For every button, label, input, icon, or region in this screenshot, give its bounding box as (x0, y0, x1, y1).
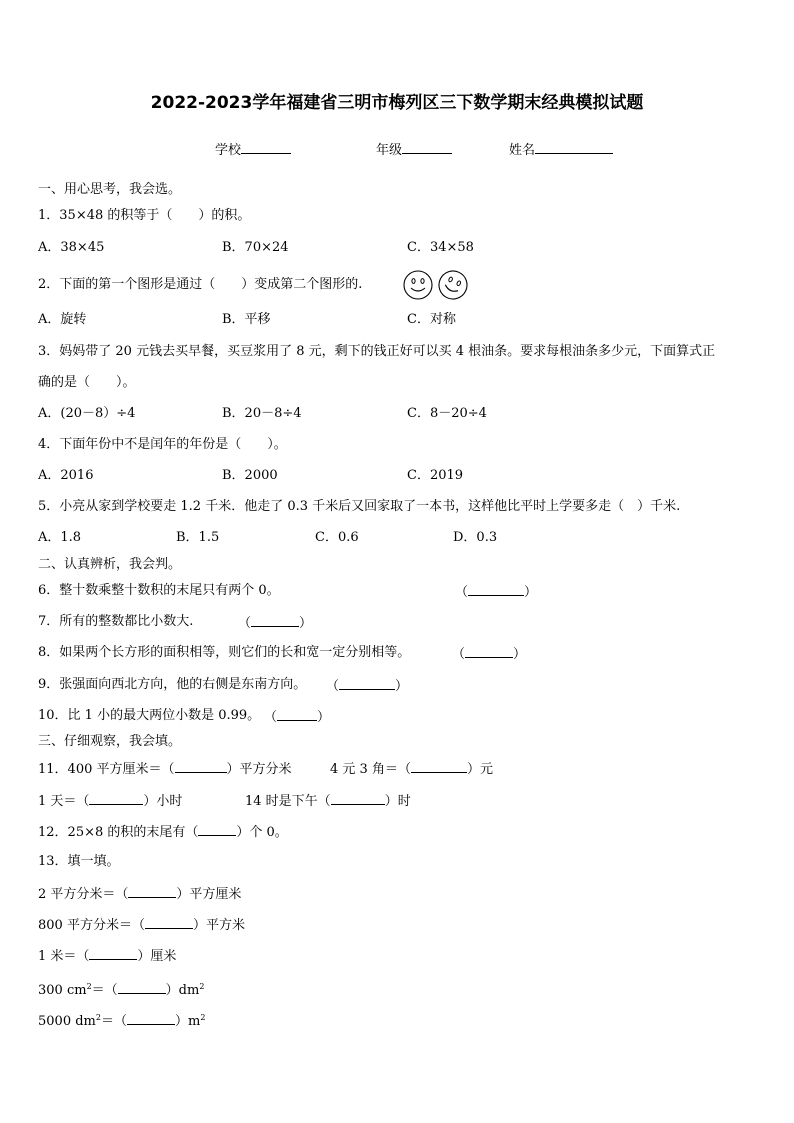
q4-option-c[interactable]: C．2019 (407, 468, 464, 483)
q11d-blank[interactable] (331, 791, 385, 805)
question-11d: 14 时是下午（ ）时 (245, 791, 411, 811)
q13-item-3-blank[interactable] (89, 946, 137, 960)
q4-option-b[interactable]: B．2000 (222, 468, 278, 483)
q11c-blank[interactable] (89, 791, 143, 805)
q2-figures (403, 269, 473, 305)
question-9: 9．张强面向西北方向，他的右侧是东南方向。 (38, 677, 307, 692)
page-title: 2022-2023学年福建省三明市梅列区三下数学期末经典模拟试题 (150, 93, 644, 113)
q12-blank[interactable] (198, 822, 236, 836)
question-12: 12．25×8 的积的末尾有（ ）个 0。 (38, 822, 288, 842)
school-label: 学校 (215, 143, 242, 158)
q5-option-c[interactable]: C．0.6 (315, 530, 359, 545)
q5-option-d[interactable]: D．0.3 (453, 530, 498, 545)
tilted-smiley-face-icon (434, 269, 471, 301)
q11a-blank[interactable] (175, 759, 227, 773)
grade-field (376, 140, 452, 160)
school-blank[interactable] (241, 140, 291, 154)
q2-option-c[interactable]: C．对称 (407, 312, 456, 327)
question-3-line-1: 3．妈妈带了 20 元钱去买早餐，买豆浆用了 8 元，剩下的钱正好可以买 4 根油条。要求每根油条多少元，下面算式正 (38, 344, 716, 359)
q1-option-a[interactable]: A．38×45 (38, 240, 105, 255)
q3-option-a[interactable]: A．(20－8）÷4 (38, 406, 136, 421)
name-field (509, 140, 613, 160)
q13-item-2-blank[interactable] (145, 915, 193, 929)
q2-option-a[interactable]: A．旋转 (38, 312, 87, 327)
question-13: 13．填一填。 (38, 854, 120, 869)
q1-option-b[interactable]: B．70×24 (222, 240, 289, 255)
q10-answer-blank[interactable]: （ ） (264, 707, 330, 727)
question-11a: 11．400 平方厘米＝（ ）平方分米 (38, 759, 292, 779)
q13-item-1: 2 平方分米＝（ ）平方厘米 (38, 884, 241, 904)
section-1-heading: 一、用心思考，我会选。 (38, 182, 182, 197)
q13-item-5-blank[interactable] (127, 1011, 175, 1025)
question-5: 5．小亮从家到学校要走 1.2 千米．他走了 0.3 千米后又回家取了一本书，这样他比平时上学要多走（ ）千米. (38, 499, 681, 514)
question-7: 7．所有的整数都比小数大. (38, 614, 194, 629)
question-6: 6．整十数乘整十数积的末尾只有两个 0。 (38, 583, 280, 598)
q11b-blank[interactable] (411, 759, 467, 773)
smiley-face-icon (404, 271, 432, 299)
q13-item-1-blank[interactable] (128, 884, 176, 898)
question-11b: 4 元 3 角＝（ ）元 (330, 759, 493, 779)
name-blank[interactable] (535, 140, 613, 154)
section-2-heading: 二、认真辨析，我会判。 (38, 557, 182, 572)
q13-item-5: 5000 $dm^2=$（ ）$m^2$ (38, 1013, 206, 1029)
q8-answer-blank[interactable]: （ ） (452, 644, 526, 664)
q13-item-4: 300 $cm^2=$（ ）$dm^2$ (38, 982, 205, 998)
q5-option-a[interactable]: A．1.8 (38, 530, 82, 545)
q13-item-2: 800 平方分米＝（ ）平方米 (38, 915, 245, 935)
q9-answer-blank[interactable]: （ ） (326, 676, 408, 696)
question-3-line-2: 确的是（ ）。 (38, 375, 136, 390)
q6-answer-blank[interactable]: （ ） (455, 582, 537, 602)
school-field (215, 140, 291, 160)
question-10: 10．比 1 小的最大两位小数是 0.99。 (38, 708, 261, 723)
question-1: 1．35×48 的积等于（ ）的积。 (38, 208, 251, 223)
q13-item-4-blank[interactable] (118, 980, 166, 994)
question-4: 4．下面年份中不是闰年的年份是（ ）。 (38, 437, 287, 452)
q2-option-b[interactable]: B．平移 (222, 312, 271, 327)
question-11c: 1 天＝（ ）小时 (38, 791, 182, 811)
q3-option-b[interactable]: B．20－8÷4 (222, 406, 302, 421)
question-2: 2．下面的第一个图形是通过（ ）变成第二个图形的. (38, 277, 363, 292)
q7-answer-blank[interactable]: （ ） (238, 613, 312, 633)
q13-item-3: 1 米＝（ ）厘米 (38, 946, 176, 966)
q1-option-c[interactable]: C．34×58 (407, 240, 474, 255)
section-3-heading: 三、仔细观察，我会填。 (38, 734, 182, 749)
q4-option-a[interactable]: A．2016 (38, 468, 94, 483)
question-8: 8．如果两个长方形的面积相等，则它们的长和宽一定分别相等。 (38, 645, 411, 660)
grade-blank[interactable] (402, 140, 452, 154)
q3-option-c[interactable]: C．8－20÷4 (407, 406, 487, 421)
name-label: 姓名 (509, 143, 536, 158)
q5-option-b[interactable]: B．1.5 (176, 530, 220, 545)
grade-label: 年级 (376, 143, 403, 158)
